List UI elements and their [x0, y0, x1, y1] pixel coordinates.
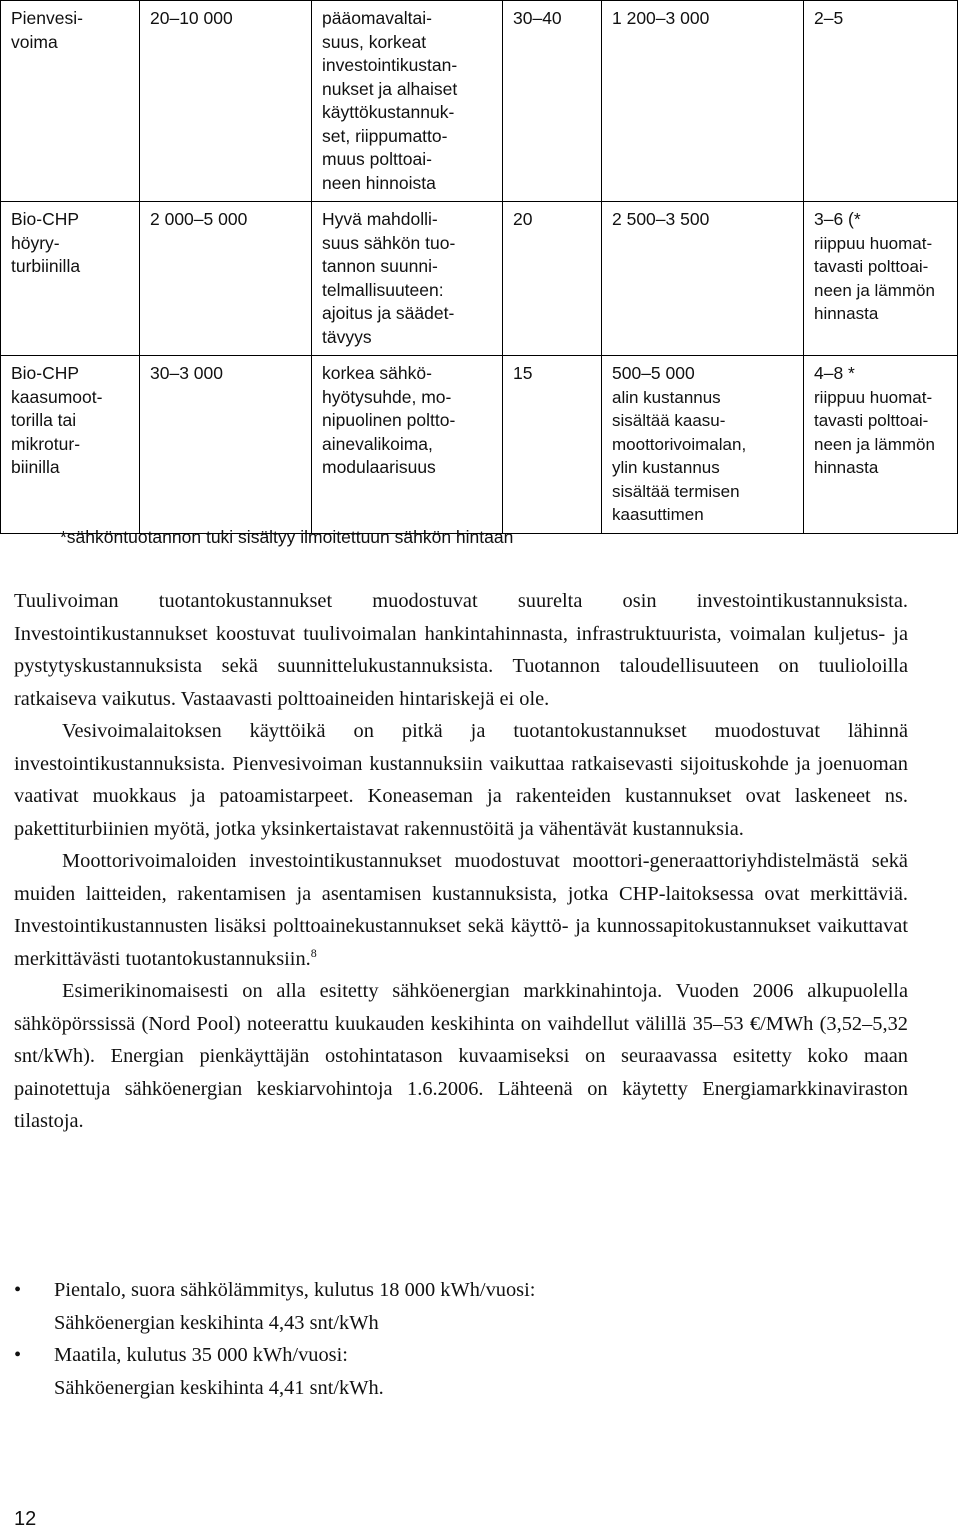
- cell-line: biinilla: [11, 457, 60, 477]
- cell-investment-cost: [602, 356, 804, 534]
- cell-line: tavasti polttoai-: [814, 257, 929, 276]
- cell-line: 15: [513, 363, 533, 383]
- body-text: [14, 585, 908, 1138]
- list-item-line1: Maatila, kulutus 35 000 kWh/vuosi:: [54, 1344, 348, 1366]
- cell-line: tannon suunni-: [322, 256, 438, 276]
- table-footnote: *sähköntuotannon tuki sisältyy ilmoitettuun sähkön hintaan: [60, 527, 514, 547]
- cell-line: kaasumoot-: [11, 386, 103, 407]
- cell-line: kaasuttimen: [612, 505, 704, 524]
- cell-line: 2–5: [814, 8, 844, 28]
- cell-plant-type: [1, 1, 140, 202]
- cell-line: hinnasta: [814, 304, 879, 323]
- cell-line: 2 500–3 500: [612, 209, 710, 229]
- cell-line: ainevalikoima,: [322, 433, 433, 454]
- cell-line: turbiinilla: [11, 256, 81, 276]
- cell-investment-cost: [602, 202, 804, 356]
- cell-line: ylin kustannus: [612, 458, 720, 477]
- table-row: [1, 1, 958, 202]
- cell-line: ajoitus ja säädet-: [322, 303, 455, 323]
- paragraph-hydro: Vesivoimalaitoksen käyttöikä on pitkä ja tuotantokustannukset muodostuvat lähinnä investointikustannuksista. Pienvesivoiman kustannuksiin vaikuttaa ratkaisevasti sijoituskohde ja joenuoman vaativat muokkaus ja patoamistarpeet. Koneaseman ja rakenteiden kustannukset ovat laskeneet ns. pakettiturbiinien myötä, jotka yksinkertaistavat rakennustöitä ja vähentävät kustannuksia.: [14, 720, 908, 840]
- cell-line: hinnasta: [814, 458, 879, 477]
- cell-line: hyötysuhde, mo-: [322, 386, 452, 407]
- cell-line: höyry-: [11, 232, 60, 253]
- list-item: [14, 1339, 535, 1404]
- cell-line: sisältää kaasu-: [612, 411, 726, 430]
- cell-line: sisältää termisen: [612, 481, 740, 501]
- list-item-line1: Pientalo, suora sähkölämmitys, kulutus 18 000 kWh/vuosi:: [54, 1279, 536, 1301]
- cell-line: 30–40: [513, 8, 562, 28]
- cell-characteristics: [312, 202, 503, 356]
- cell-line: Hyvä mahdolli-: [322, 209, 438, 229]
- cell-line: nukset ja alhaiset: [322, 78, 458, 99]
- cell-line: suus sähkön tuo-: [322, 232, 456, 253]
- cell-line: voima: [11, 31, 58, 52]
- cell-lifetime: [503, 356, 602, 534]
- cell-line: käyttökustannuk-: [322, 102, 455, 122]
- footnote-ref: 8: [310, 945, 317, 960]
- list-item-line2: Sähköenergian keskihinta 4,43 snt/kWh: [54, 1311, 379, 1334]
- cell-line: 1 200–3 000: [612, 8, 710, 28]
- cell-line: neen ja lämmön: [814, 280, 935, 300]
- cell-line: moottorivoimalan,: [612, 434, 747, 454]
- cell-line: 20–10 000: [150, 8, 233, 28]
- list-item-line2: Sähköenergian keskihinta 4,41 snt/kWh.: [54, 1376, 384, 1399]
- cell-line: korkea sähkö-: [322, 363, 432, 383]
- cell-line: 4–8 *: [814, 363, 855, 383]
- cell-line: neen hinnoista: [322, 172, 436, 193]
- cell-lifetime: [503, 202, 602, 356]
- list-item: [14, 1274, 535, 1339]
- cell-line: telmallisuuteen:: [322, 279, 444, 300]
- cell-investment-cost: [602, 1, 804, 202]
- cell-line: 500–5 000: [612, 363, 695, 383]
- cell-line: Bio-CHP: [11, 209, 80, 229]
- table-body: [1, 1, 958, 534]
- paragraph-engine: [14, 845, 908, 975]
- cell-plant-type: [1, 356, 140, 534]
- bullet-icon: •: [14, 1279, 22, 1301]
- cell-line: riippuu huomat-: [814, 387, 933, 407]
- cell-characteristics: [312, 1, 503, 202]
- cell-line: 2 000–5 000: [150, 209, 248, 229]
- cell-line: Pienvesi-: [11, 8, 83, 28]
- cell-lifetime: [503, 1, 602, 202]
- cell-line: set, riippumatto-: [322, 125, 448, 146]
- cell-line: nipuolinen poltto-: [322, 410, 456, 430]
- table-row: [1, 202, 958, 356]
- cell-line: suus, korkeat: [322, 31, 427, 52]
- paragraph-wind: Tuulivoiman tuotantokustannukset muodostuvat suurelta osin investointikustannuksista. Investointikustannukset koostuvat tuulivoimalan hankintahinnasta, infrastruktuurista, voimalan kuljetus- ja pystytyskustannuksista sekä suunnittelukustannuksista. Tuotannon taloudellisuuteen on tuulioloilla ratkaiseva vaikutus. Vastaavasti polttoaineiden hintariskejä ei ole.: [14, 590, 908, 710]
- cell-power-range: [140, 202, 312, 356]
- cell-line: investointikustan-: [322, 55, 458, 75]
- cell-power-range: [140, 1, 312, 202]
- bullet-icon: •: [14, 1344, 22, 1366]
- cell-line: Bio-CHP: [11, 363, 80, 383]
- cell-plant-type: [1, 202, 140, 356]
- page-number: 12: [14, 1508, 37, 1530]
- cell-production-cost: [804, 1, 958, 202]
- cell-line: riippuu huomat-: [814, 233, 933, 253]
- price-list: [14, 1274, 535, 1404]
- table-row: [1, 356, 958, 534]
- cell-characteristics: [312, 356, 503, 534]
- cell-line: tavasti polttoai-: [814, 411, 929, 430]
- cell-line: pääomavaltai-: [322, 8, 432, 28]
- paragraph-market: Esimerikinomaisesti on alla esitetty sähköenergian markkinahintoja. Vuoden 2006 alkupuolella sähköpörssissä (Nord Pool) noteerattu kuukauden keskihinta on vaihdellut välillä 35–53 €/MWh (3,52–5,32 snt/kWh). Energian pienkäyttäjän ostohintatason kuvaamiseksi on seuraavassa esitetty koko maan painotettuja sähköenergian keskiarvohintoja 1.6.2006. Lähteenä on käytetty Energiamarkkinaviraston tilastoja.: [14, 980, 908, 1132]
- cell-production-cost: [804, 202, 958, 356]
- paragraph-engine-text: Moottorivoimaloiden investointikustannukset muodostuvat moottori-generaattoriyhdistelmästä sekä muiden laitteiden, rakentamisen ja asentamisen kustannuksista, jotka CHP-laitoksessa ovat merkittäviä. Investointikustannusten lisäksi polttoainekustannukset sekä käyttö- ja kunnossapitokustannukset vaikuttavat merkittävästi tuotantokustannuksiin.: [14, 850, 908, 970]
- cell-line: 30–3 000: [150, 363, 223, 383]
- cell-line: modulaarisuus: [322, 457, 436, 477]
- energy-cost-table: [0, 0, 958, 534]
- cell-line: alin kustannus: [612, 387, 721, 407]
- cell-power-range: [140, 356, 312, 534]
- cell-line: tävyys: [322, 326, 372, 347]
- cell-line: torilla tai: [11, 410, 77, 430]
- cell-production-cost: [804, 356, 958, 534]
- cell-line: neen ja lämmön: [814, 434, 935, 454]
- cell-line: mikrotur-: [11, 433, 81, 454]
- cell-line: 20: [513, 209, 533, 229]
- cell-line: muus polttoai-: [322, 149, 432, 169]
- cell-line: 3–6 (*: [814, 209, 861, 229]
